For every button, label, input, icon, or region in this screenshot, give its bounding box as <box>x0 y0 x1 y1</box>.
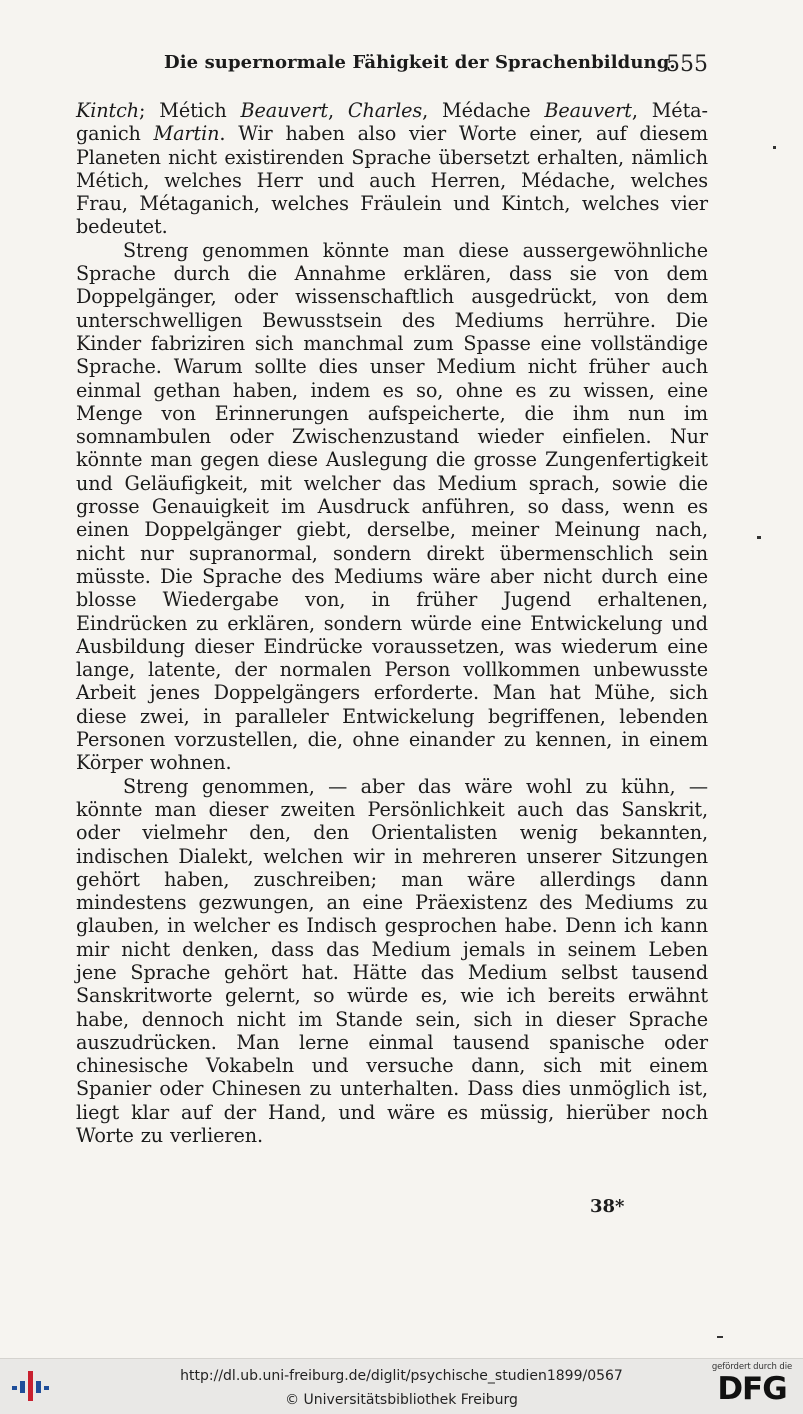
page-number: 555 <box>666 52 708 77</box>
footer-url-link[interactable]: http://dl.ub.uni-freiburg.de/diglit/psychische_studien1899/0567 <box>180 1368 623 1384</box>
text-run: Streng genommen, — aber das wäre wohl zu kühn, — könnte man dieser zweiten Persönlichkeit auch das Sanskrit, oder vielmehr den, den Orientalisten wenig bekannten, indischen Dialekt, welchen wir in mehreren unserer Sitzungen gehört haben, zuschreiben; man wäre allerdings dann mindestens gezwungen, an eine Präexistenz des Mediums zu glauben, in welcher es Indisch gesprochen habe. Denn ich kann mir nicht denken, dass das Medium jemals in seinem Leben jene Sprache gehört hat. Hätte das Medium selbst tausend Sanskritworte gelernt, so würde es, wie ich bereits erwähnt habe, dennoch nicht im Stande sein, sich in dieser Sprache auszudrücken. Man lerne einmal tausend spanische oder chinesische Vokabeln und versuche dann, sich mit einem Spanier oder Chinesen zu unterhalten. Dass dies unmöglich ist, liegt klar auf der Hand, und wäre es müssig, hierüber noch Worte zu verlieren. <box>76 774 708 1148</box>
dfg-logo: DFG <box>717 1371 787 1407</box>
scan-speck <box>717 1336 723 1338</box>
text-run: , <box>328 99 348 122</box>
italic-name: Martin <box>153 122 220 146</box>
italic-name: Beauvert <box>544 99 632 122</box>
text-run: ; Métich <box>139 99 241 122</box>
text-run: , Médache <box>422 99 545 122</box>
italic-name: Kintch <box>76 99 140 122</box>
paragraph <box>76 99 708 239</box>
dfg-badge <box>709 1362 795 1412</box>
text-run: , Métaganich <box>76 99 708 146</box>
paragraph <box>76 775 708 1148</box>
body-text <box>76 99 708 1147</box>
signature-mark: 38* <box>590 1196 625 1217</box>
dfg-caption: gefördert durch die <box>711 1362 793 1372</box>
viewer-footer <box>0 1358 803 1414</box>
italic-name: Charles <box>347 99 423 122</box>
paragraph <box>76 239 708 775</box>
text-run: . Wir haben also vier Worte einer, auf diesem Planeten nicht existirenden Sprache übersetzt erhalten, nämlich Métich, welches Herr und auch Herren, Médache, welches Frau, Métaganich, welches Fräulein und Kintch, welches vier bedeutet. <box>76 122 708 239</box>
footer-copyright: © Universitätsbibliothek Freiburg <box>285 1392 518 1408</box>
italic-name: Beauvert <box>240 99 329 122</box>
text-run: Streng genommen könnte man diese aussergewöhnliche Sprache durch die Annahme erklären, dass sie von dem Doppelgänger, oder wissenschaftlich ausgedrückt, von dem unterschwelligen Bewusstsein des Mediums herrühre. Die Kinder fabriziren sich manchmal zum Spasse eine vollständige Sprache. Warum sollte dies unser Medium nicht früher auch einmal gethan haben, indem es so, ohne es zu wissen, eine Menge von Erinnerungen aufspeicherte, die ihm nun im somnambulen oder Zwischenzustand wieder einfielen. Nur könnte man gegen diese Auslegung die grosse Zungenfertigkeit und Geläufigkeit, mit welcher das Medium sprach, sowie die grosse Genauigkeit im Ausdruck anführen, so dass, wenn es einen Doppelgänger giebt, derselbe, meiner Meinung nach, nicht nur supranormal, sondern direkt übermenschlich sein müsste. Die Sprache des Mediums wäre aber nicht durch eine blosse Wiedergabe von, in früher Jugend erhaltenen, Eindrücken zu erklären, sondern würde eine Entwickelung und Ausbildung dieser Eindrücke voraussetzen, was wiederum eine lange, latente, der normalen Person vollkommen unbewusste Arbeit jenes Doppelgängers erforderte. Man hat Mühe, sich diese zwei, in paralleler Entwickelung begriffenen, lebenden Personen vorzustellen, die, ohne einander zu kennen, in einem Körper wohnen. <box>76 238 708 775</box>
running-title: Die supernormale Fähigkeit der Sprachenbildung. <box>164 52 676 73</box>
scan-speck <box>757 536 761 539</box>
page-header <box>76 52 708 82</box>
scan-speck <box>773 146 776 149</box>
